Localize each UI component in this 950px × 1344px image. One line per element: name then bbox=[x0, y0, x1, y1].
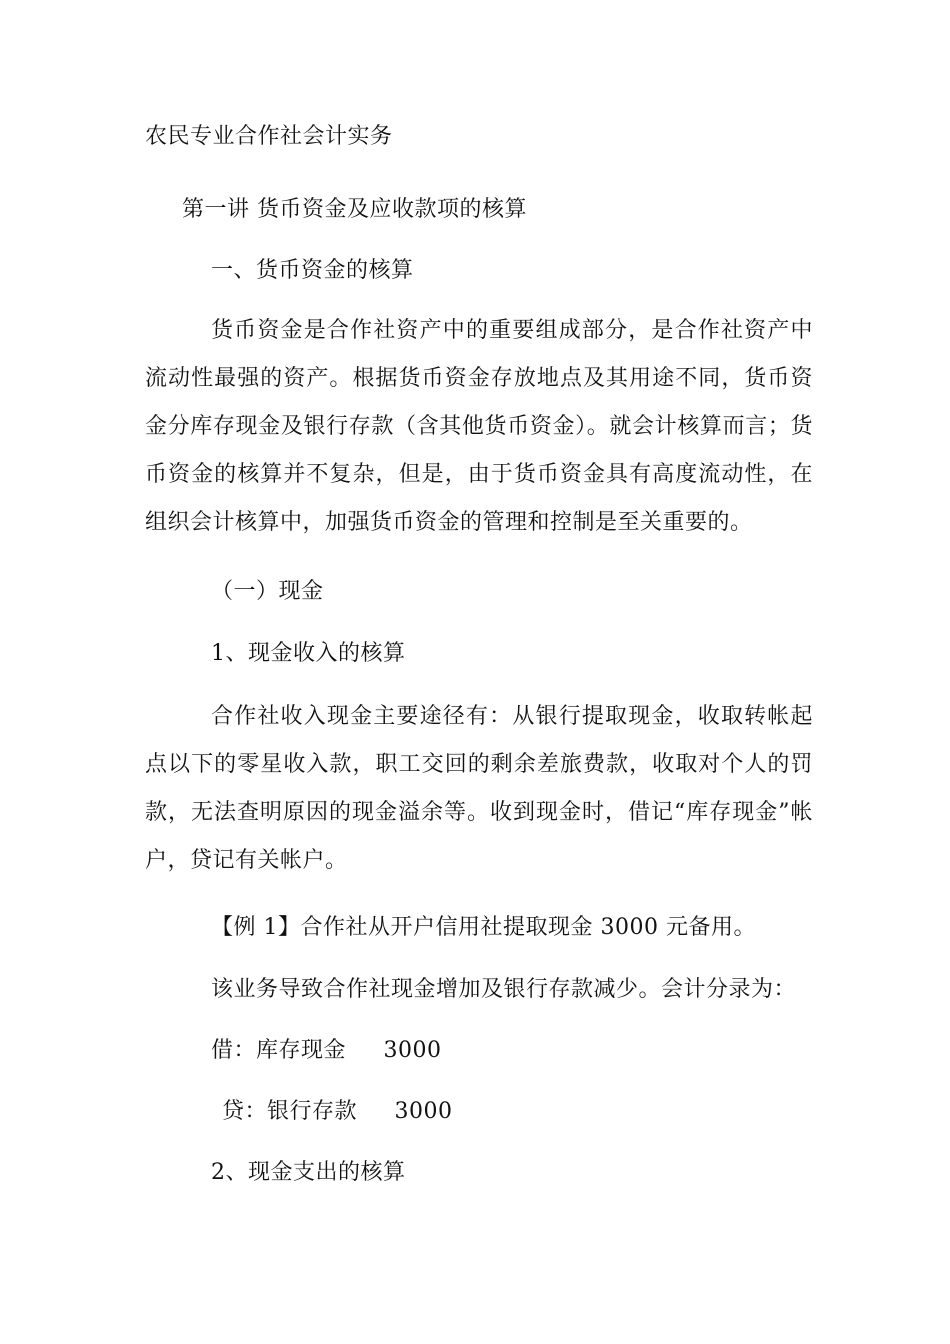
example-explanation: 该业务导致合作社现金增加及银行存款减少。会计分录为： bbox=[211, 977, 797, 1002]
item1-paragraph: 合作社收入现金主要途径有：从银行提取现金，收取转帐起点以下的零星收入款，职工交回的剩余差旅费款，收取对个人的罚款，无法查明原因的现金溢余等。收到现金时，借记“库存现金”帐户，贷记有关帐户。 bbox=[145, 704, 813, 873]
lecture-heading: 第一讲 货币资金及应收款项的核算 bbox=[182, 197, 527, 222]
debit-entry: 借：库存现金 3000 bbox=[211, 1038, 442, 1063]
section-heading: 一、货币资金的核算 bbox=[211, 258, 414, 283]
intro-paragraph: 货币资金是合作社资产中的重要组成部分，是合作社资产中流动性最强的资产。根据货币资金存放地点及其用途不同，货币资金分库存现金及银行存款（含其他货币资金）。就会计核算而言；货币资金的核算并不复杂，但是，由于货币资金具有高度流动性，在组织会计核算中，加强货币资金的管理和控制是至关重要的。 bbox=[145, 318, 813, 535]
credit-entry: 贷：银行存款 3000 bbox=[222, 1099, 453, 1124]
item2-heading: 2、现金支出的核算 bbox=[211, 1160, 406, 1185]
example-label: 【例 1】合作社从开户信用社提取现金 3000 元备用。 bbox=[211, 915, 756, 940]
item1-heading: 1、现金收入的核算 bbox=[211, 641, 406, 666]
document-title: 农民专业合作社会计实务 bbox=[145, 124, 393, 149]
subsection-heading: （一）现金 bbox=[211, 579, 324, 604]
